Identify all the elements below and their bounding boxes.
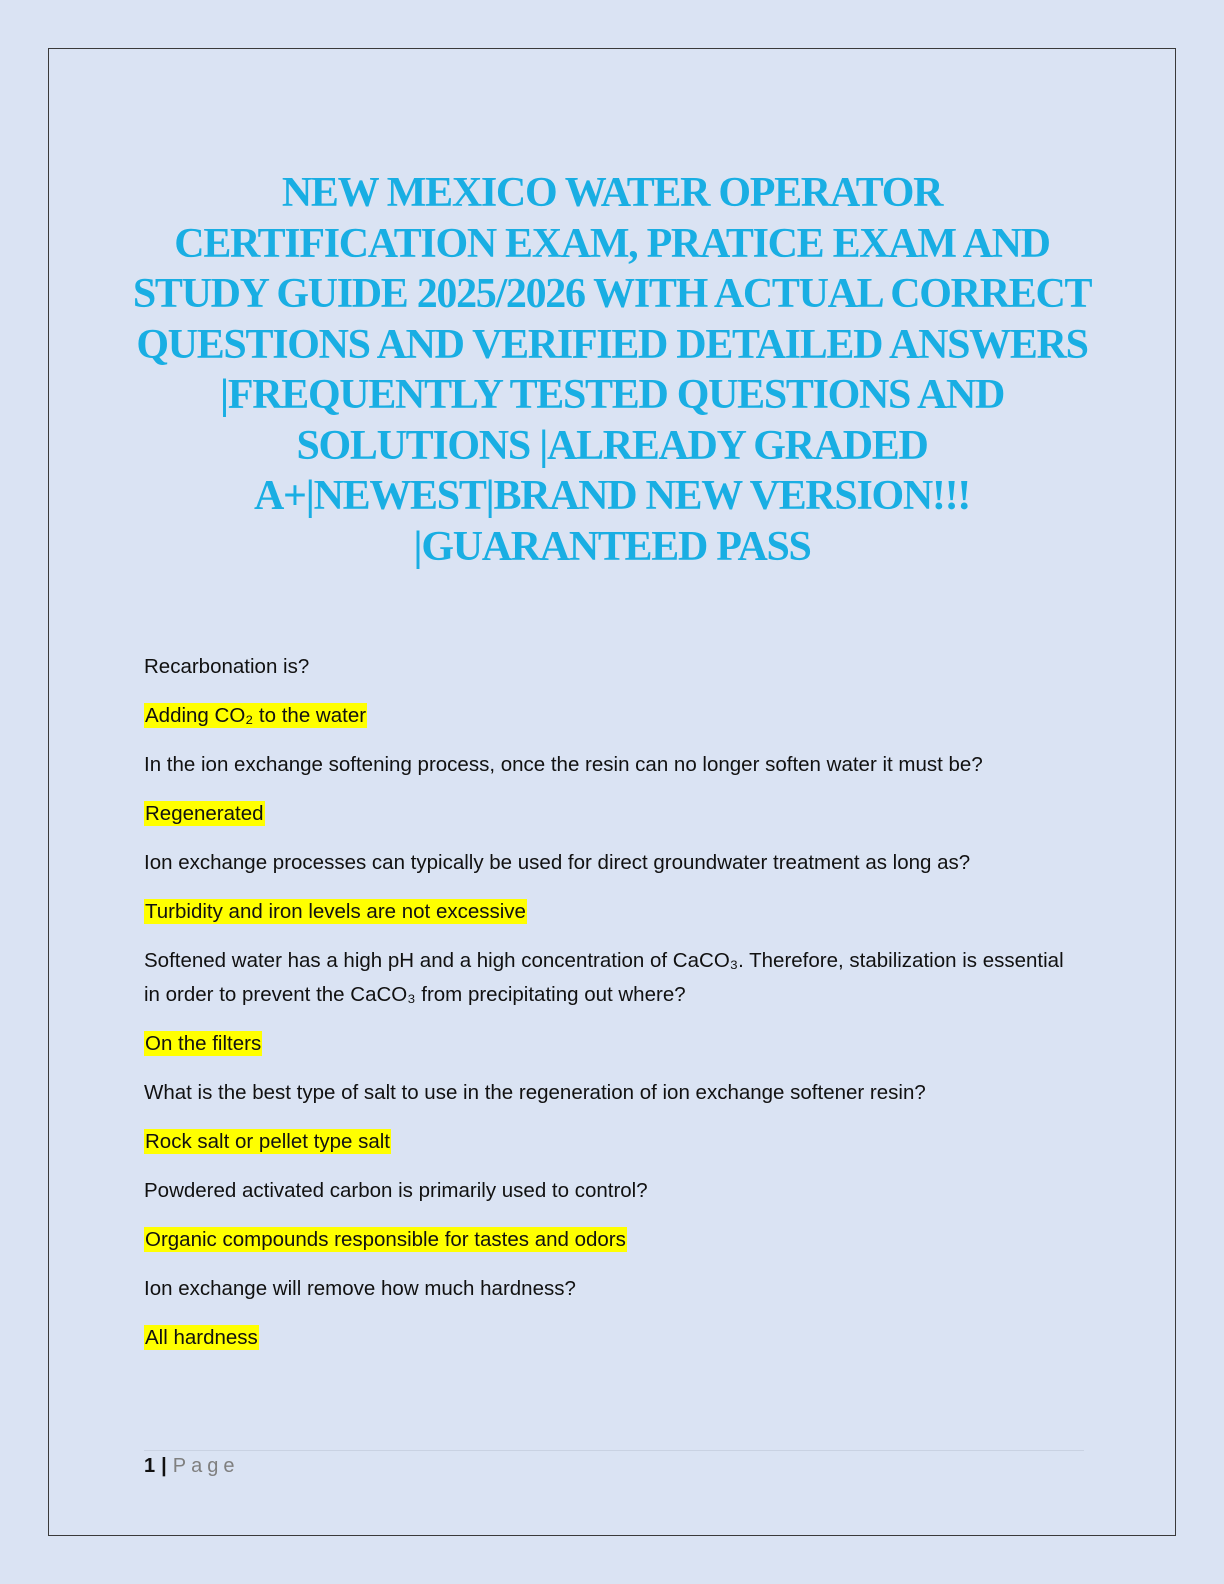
page-footer — [144, 1452, 239, 1480]
answer-3-highlight: Turbidity and iron levels are not excessive — [145, 900, 526, 923]
answer-7 — [144, 1321, 1084, 1355]
question-7: Ion exchange will remove how much hardness? — [144, 1277, 576, 1300]
answer-5-highlight: Rock salt or pellet type salt — [145, 1130, 390, 1153]
answer-7-highlight: All hardness — [145, 1326, 258, 1349]
answer-5 — [144, 1125, 1084, 1159]
qa-list — [144, 650, 1084, 1370]
answer-3 — [144, 895, 1084, 929]
answer-6 — [144, 1223, 1084, 1257]
answer-1-highlight: Adding CO₂ to the water — [145, 704, 367, 727]
page-number: 1 — [144, 1455, 156, 1477]
question-1: Recarbonation is? — [144, 655, 310, 678]
question-6: Powdered activated carbon is primarily used to control? — [144, 1179, 648, 1202]
question-4: Softened water has a high pH and a high concentration of CaCO₃. Therefore, stabilization is essential in order to prevent the CaCO₃ from precipitating out where? — [144, 949, 1064, 1006]
footer-rule — [144, 1450, 1084, 1451]
footer-separator: | — [161, 1455, 167, 1477]
answer-2-highlight: Regenerated — [145, 802, 264, 825]
page-label: Page — [172, 1455, 240, 1477]
document-title: NEW MEXICO WATER OPERATOR CERTIFICATION EXAM, PRATICE EXAM AND STUDY GUIDE 2025/2026 WITH ACTUAL CORRECT QUESTIONS AND VERIFIED DETAILED ANSWERS |FREQUENTLY TESTED QUESTIONS AND SOLUTIONS |ALREADY GRADED A+|NEWEST|BRAND NEW VERSION!!! |GUARANTEED PASS — [132, 170, 1092, 570]
question-2: In the ion exchange softening process, once the resin can no longer soften water it must be? — [144, 753, 983, 776]
answer-6-highlight: Organic compounds responsible for tastes and odors — [145, 1228, 626, 1251]
question-5: What is the best type of salt to use in the regeneration of ion exchange softener resin? — [144, 1081, 926, 1104]
answer-1 — [144, 699, 1084, 733]
answer-4-highlight: On the filters — [145, 1032, 262, 1055]
question-3: Ion exchange processes can typically be used for direct groundwater treatment as long as? — [144, 851, 971, 874]
answer-2 — [144, 797, 1084, 831]
answer-4 — [144, 1027, 1084, 1061]
